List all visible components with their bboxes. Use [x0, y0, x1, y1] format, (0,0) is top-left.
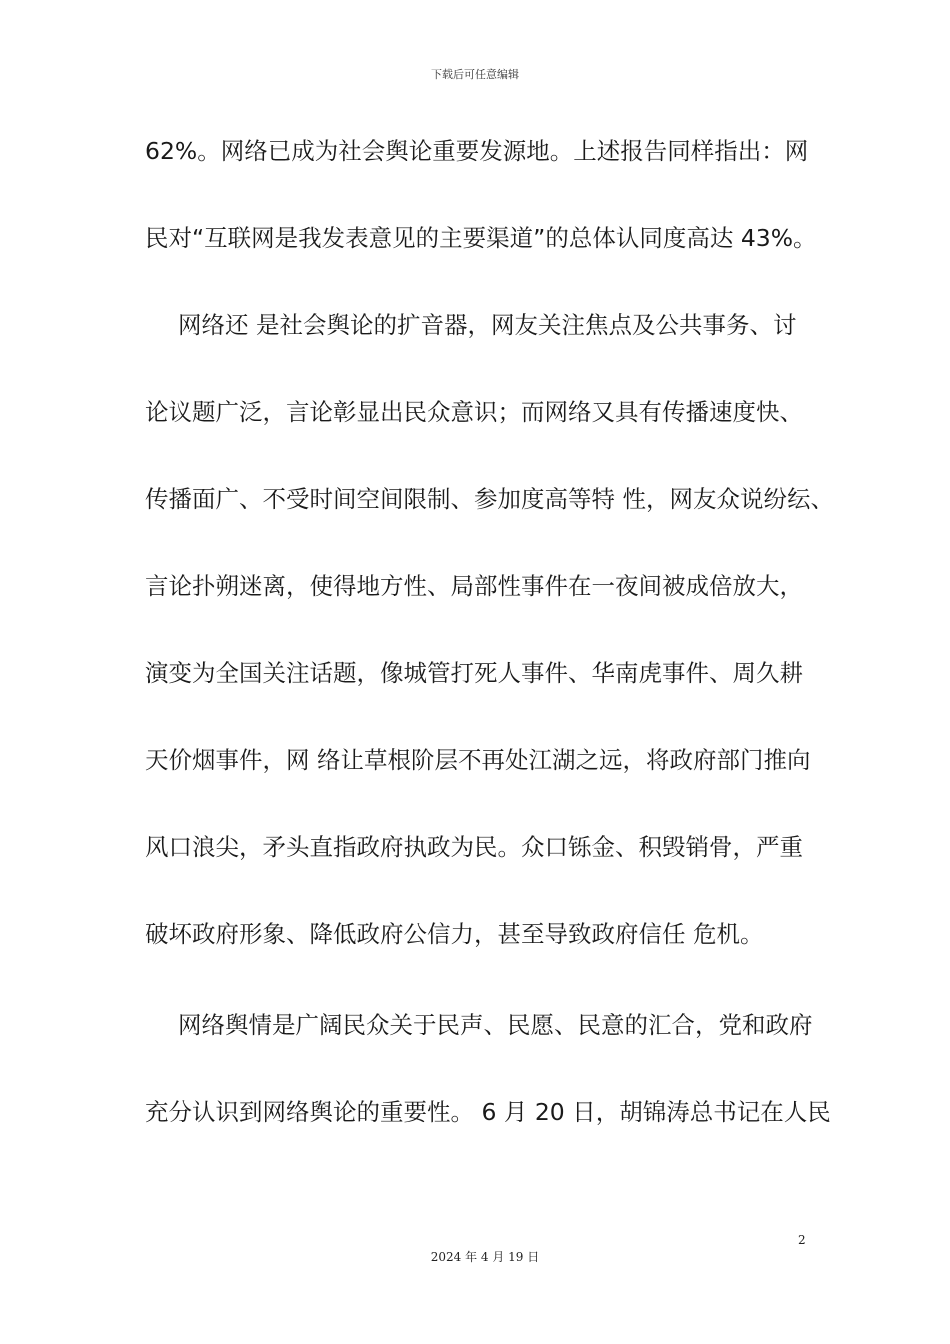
body-line: 民对“互联网是我发表意见的主要渠道”的总体认同度高达 43%。 — [145, 224, 817, 252]
page-number: 2 — [798, 1233, 806, 1247]
body-line: 天价烟事件，网 络让草根阶层不再处江湖之远，将政府部门推向 — [145, 746, 811, 774]
page-header: 下载后可任意编辑 — [431, 68, 519, 81]
body-line: 论议题广泛，言论彰显出民众意识；而网络又具有传播速度快、 — [145, 398, 803, 426]
body-line: 破坏政府形象、降低政府公信力，甚至导致政府信任 危机。 — [145, 920, 764, 948]
body-line: 充分认识到网络舆论的重要性。 6 月 20 日，胡锦涛总书记在人民 — [145, 1098, 831, 1126]
paragraph-start-line: 网络还 是社会舆论的扩音器，网友关注焦点及公共事务、讨 — [178, 311, 797, 339]
body-line: 风口浪尖，矛头直指政府执政为民。众口铄金、积毁销骨，严重 — [145, 833, 803, 861]
page-footer-date: 2024 年 4 月 19 日 — [430, 1250, 540, 1264]
body-line: 传播面广、不受时间空间限制、参加度高等特 性，网友众说纷纭、 — [145, 485, 834, 513]
paragraph-start-line: 网络舆情是广阔民众关于民声、民愿、民意的汇合，党和政府 — [178, 1011, 813, 1039]
body-line: 62%。网络已成为社会舆论重要发源地。上述报告同样指出：网 — [145, 137, 809, 165]
body-line: 言论扑朔迷离，使得地方性、局部性事件在一夜间被成倍放大， — [145, 572, 803, 600]
body-line: 演变为全国关注话题，像城管打死人事件、华南虎事件、周久耕 — [145, 659, 803, 687]
